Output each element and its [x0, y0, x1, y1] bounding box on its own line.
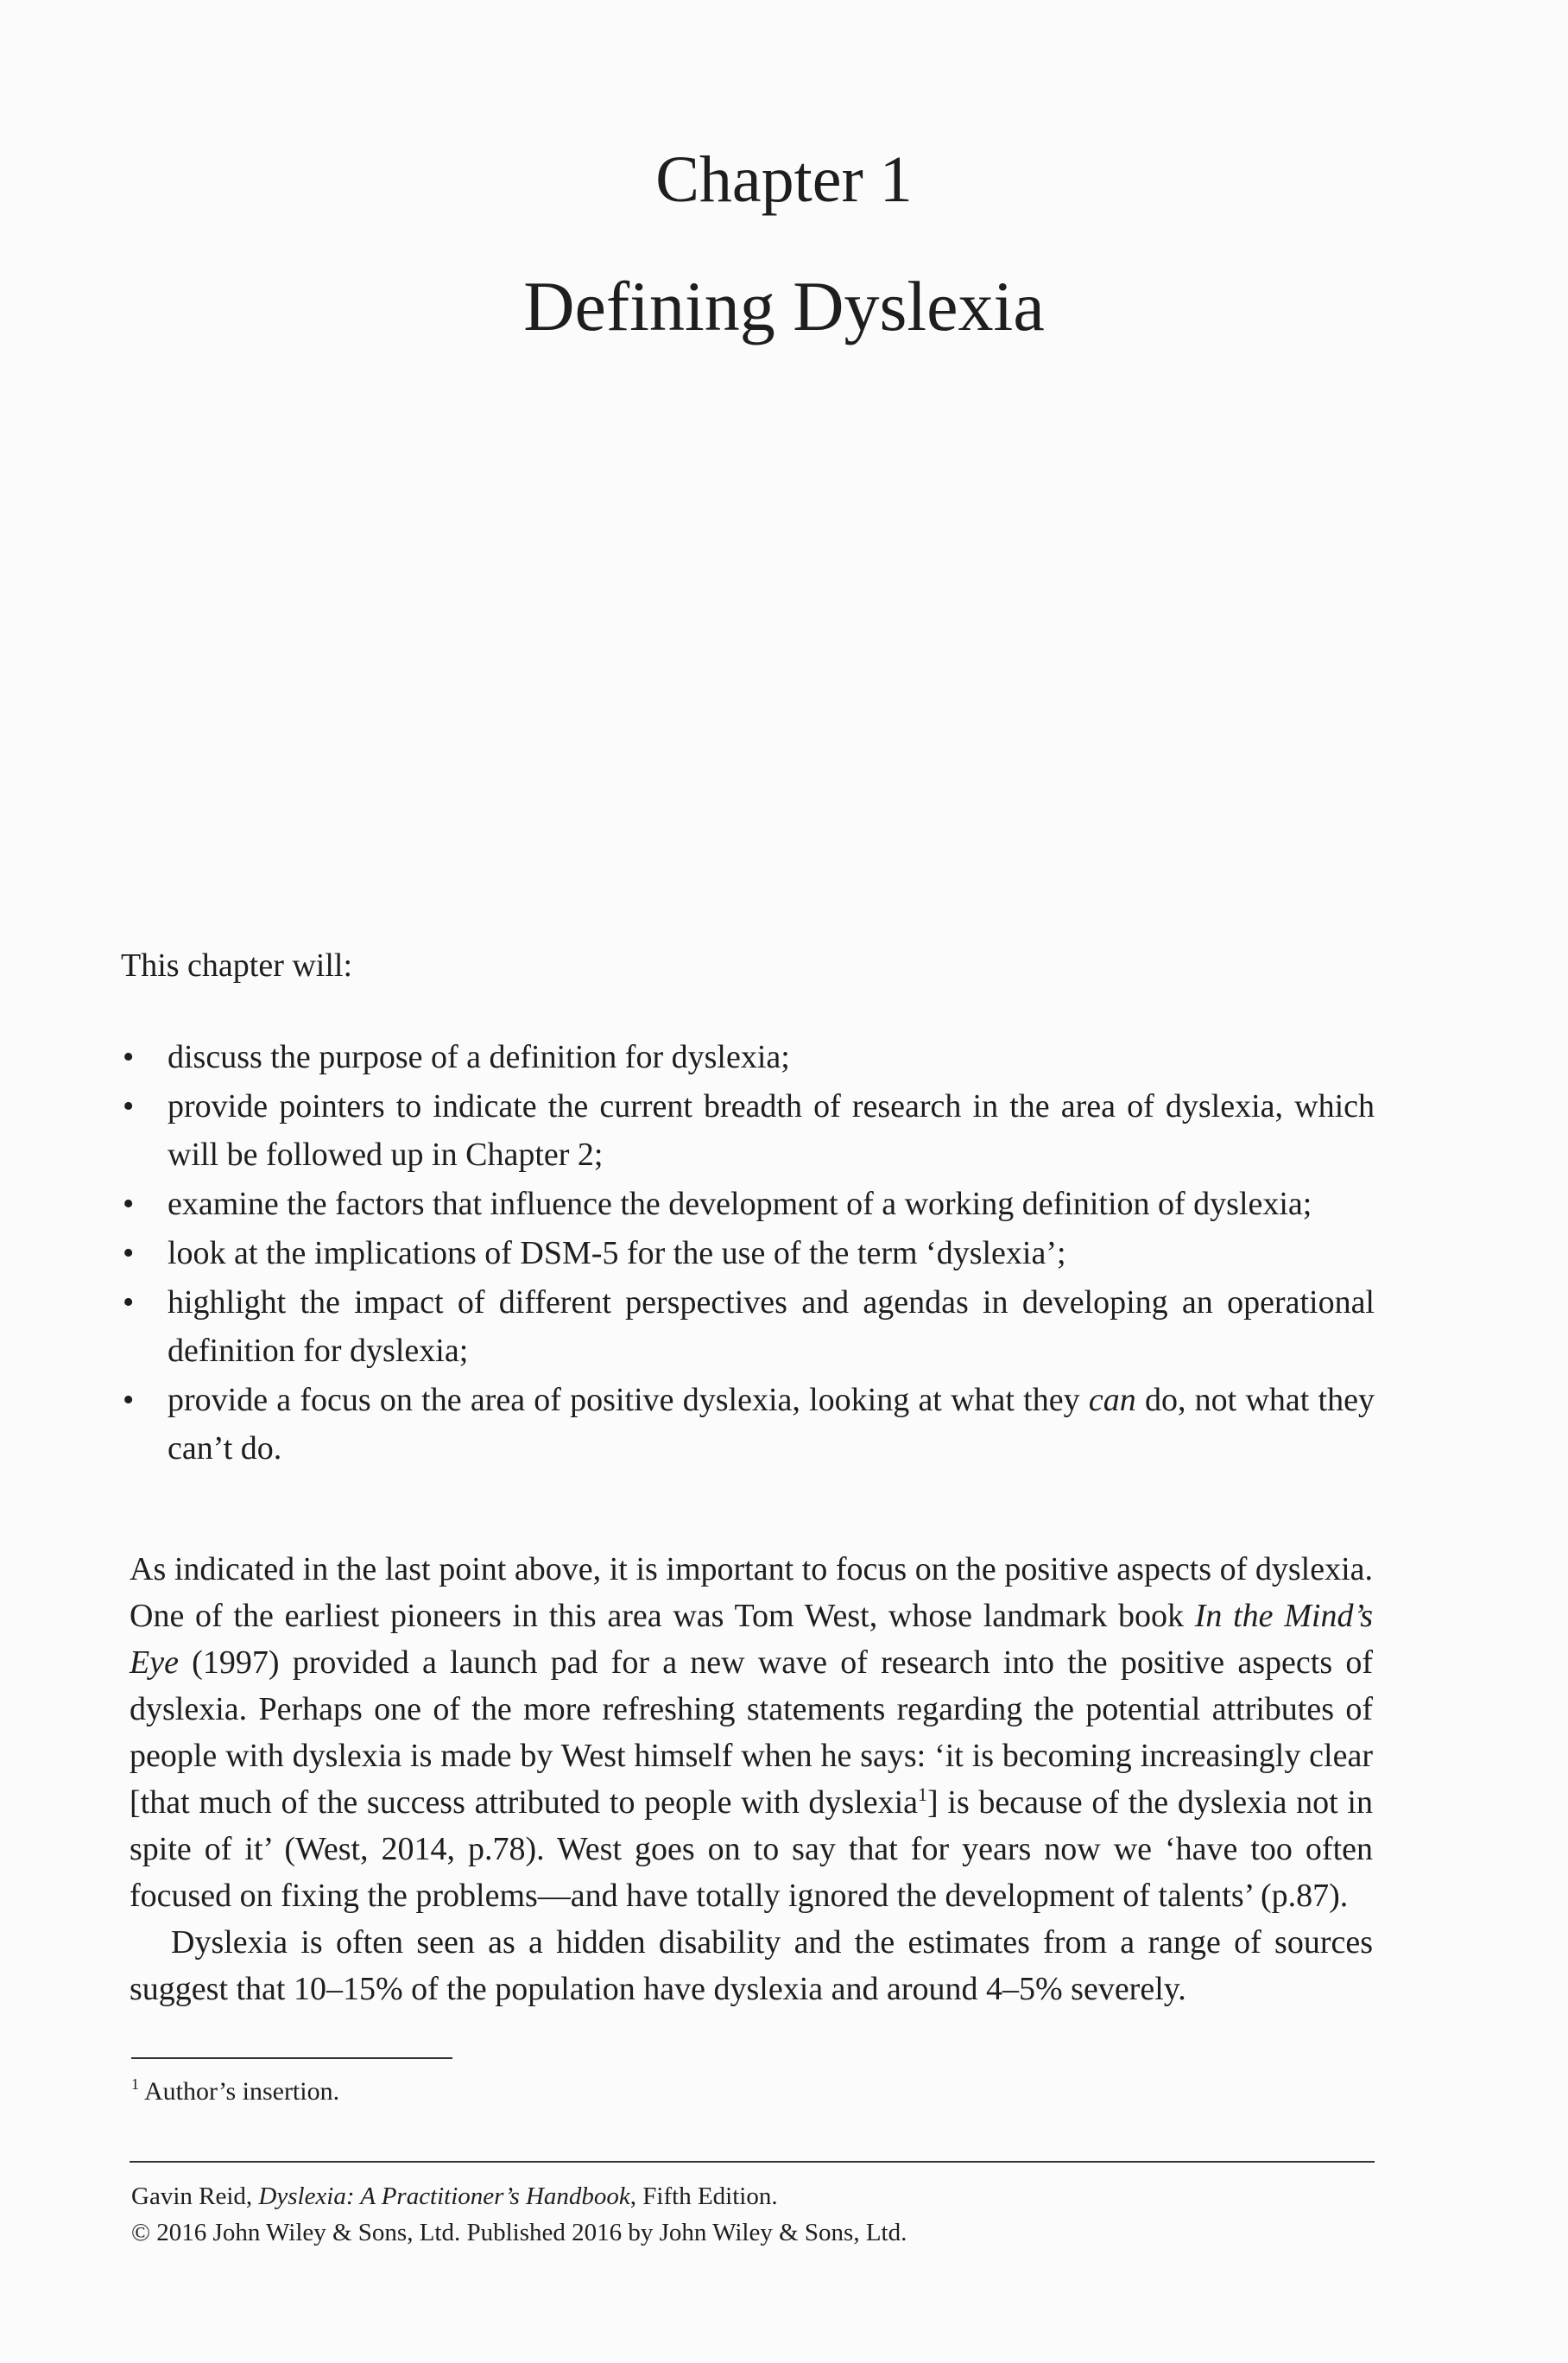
list-item-text: examine the factors that influence the development of a working definition of dyslexia; [168, 1186, 1312, 1222]
citation-line: Gavin Reid, Dyslexia: A Practitioner’s Handbook, Fifth Edition. [131, 2182, 778, 2210]
bullet-icon: • [123, 1235, 135, 1271]
footnote-number: 1 [131, 2075, 139, 2093]
footnote-marker: 1 [918, 1783, 928, 1805]
citation-footer [131, 2178, 907, 2251]
copyright-line: © 2016 John Wiley & Sons, Ltd. Published 2016 by John Wiley & Sons, Ltd. [131, 2219, 907, 2246]
chapter-title: Defining Dyslexia [523, 267, 1045, 345]
footer-book-title: Dyslexia: A Practitioner’s Handbook [258, 2182, 630, 2210]
bullet-icon: • [123, 1039, 135, 1075]
list-item-text: provide pointers to indicate the current breadth of research in the area of dyslexia, which will be followed up in Chapter 2; [168, 1088, 1375, 1173]
bullet-icon: • [123, 1186, 135, 1222]
emphasis: can [1088, 1382, 1136, 1418]
footer-divider [130, 2161, 1375, 2163]
list-item [121, 1033, 1375, 1081]
list-item [121, 1229, 1375, 1277]
list-item-text: discuss the purpose of a definition for dyslexia; [168, 1039, 790, 1075]
paragraph: Dyslexia is often seen as a hidden disability and the estimates from a range of sources suggest that 10–15% of the population have dyslexia and around 4–5% severely. [130, 1924, 1373, 2007]
footnote [131, 2075, 339, 2109]
chapter-objectives-list [121, 1033, 1375, 1473]
bullet-icon: • [123, 1382, 135, 1418]
list-item-text: provide a focus on the area of positive dyslexia, looking at what they can do, not what they can’t do. [168, 1382, 1375, 1467]
list-item-text: look at the implications of DSM-5 for the use of the term ‘dyslexia’; [168, 1235, 1066, 1271]
body-text [130, 1546, 1373, 2012]
bullet-icon: • [123, 1088, 135, 1124]
paragraph: As indicated in the last point above, it is important to focus on the positive aspects of dyslexia. One of the earliest pioneers in this area was Tom West, whose landmark book In the Mind’s Eye (1997) provided a launch pad for a new wave of research into the positive aspects of dyslexia. Perhaps one of the more refreshing statements regarding the potential attributes of people with dyslexia is made by West himself when he says: ‘it is becoming increasingly clear [that much of the success attributed to people with dyslexia$^1$] is because of the dyslexia not in spite of it’ (West, 2014, p.78). West goes on to say that for years now we ‘have too often focused on fixing the problems—and have totally ignored the development of talents’ (p.87). [130, 1551, 1373, 1914]
list-item [121, 1278, 1375, 1375]
book-title: In the Mind’s Eye [130, 1598, 1373, 1681]
list-item [121, 1180, 1375, 1228]
footnote-divider [131, 2057, 452, 2059]
footnote-text: Author’s insertion. [144, 2077, 340, 2106]
list-item-text: highlight the impact of different perspectives and agendas in developing an operational definition for dyslexia; [168, 1284, 1375, 1369]
list-item [121, 1376, 1375, 1473]
intro-text: This chapter will: [121, 947, 353, 984]
chapter-number: Chapter 1 [655, 143, 913, 216]
list-item [121, 1082, 1375, 1179]
bullet-icon: • [123, 1284, 135, 1321]
